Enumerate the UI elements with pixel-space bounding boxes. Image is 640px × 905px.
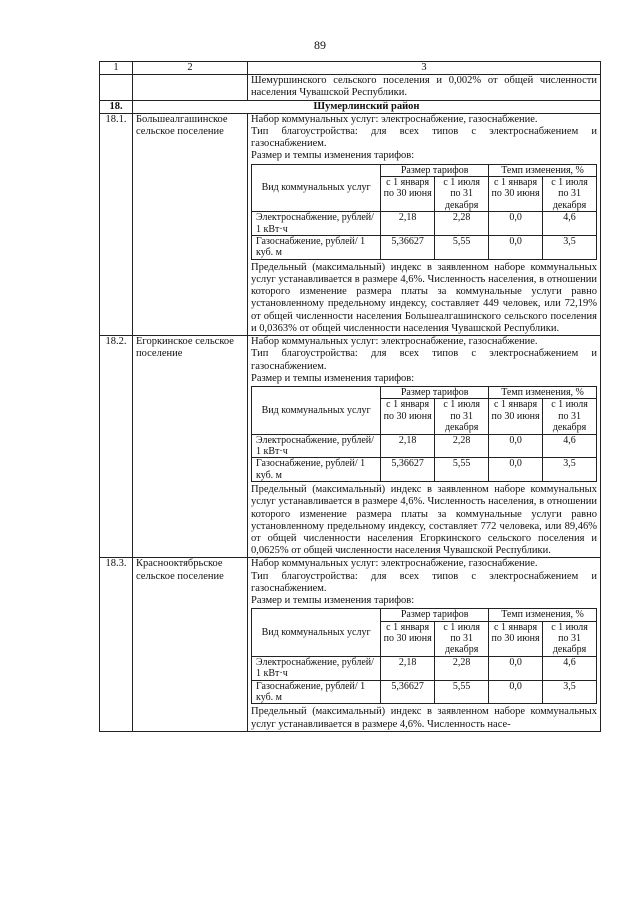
- value-cell: 2,28: [435, 212, 489, 236]
- gas-label: Газоснабжение, рублей/ 1 куб. м: [252, 458, 381, 482]
- size-header: Размер тарифов: [381, 164, 489, 176]
- period-1-header: с 1 января по 30 июня: [381, 621, 435, 656]
- value-cell: 0,0: [489, 236, 543, 260]
- column-2-header: 2: [133, 62, 248, 75]
- electricity-row: [252, 212, 597, 236]
- services-text: Набор коммунальных услуг: электроснабжение, газоснабжение.: [251, 113, 538, 125]
- value-cell: 0,0: [489, 680, 543, 704]
- tariff-subtable: [251, 386, 597, 482]
- period-1-header: с 1 января по 30 июня: [489, 177, 543, 212]
- region-number: 18.: [100, 100, 133, 113]
- entry-content: [248, 113, 601, 335]
- kind-header: Вид коммунальных услуг: [252, 609, 381, 657]
- column-1-header: 1: [100, 62, 133, 75]
- gas-label: Газоснабжение, рублей/ 1 куб. м: [252, 680, 381, 704]
- period-2-header: с 1 июля по 31 декабря: [543, 399, 597, 434]
- summary-text: Предельный (максимальный) индекс в заявленном наборе коммунальных услуг устанавливается в размере 4,6%. Численность населения, в отношении которого изменение размера платы за коммунальные услуги равно установленному предельному индексу, составляет 449 человек, или 72,19% от общей численности населения Большеалгашинского сельского поселения и 0,0363% от общей численности населения Чувашской Республики.: [251, 261, 597, 334]
- settlement-name: Егоркинское сельское поселение: [133, 336, 248, 558]
- value-cell: 3,5: [543, 458, 597, 482]
- value-cell: 3,5: [543, 236, 597, 260]
- summary-text: Предельный (максимальный) индекс в заявленном наборе коммунальных услуг устанавливается в размере 4,6%. Численность насе-: [251, 706, 597, 730]
- value-cell: 5,36627: [381, 458, 435, 482]
- entry-number: 18.1.: [100, 113, 133, 335]
- size-header: Размер тарифов: [381, 609, 489, 621]
- intro-text: Шемуршинского сельского поселения и 0,002% от общей численности населения Чувашской Республики.: [248, 75, 601, 100]
- value-cell: 4,6: [543, 434, 597, 458]
- settlement-name: Красноoктябрьское сельское поселение: [133, 558, 248, 731]
- entry-number: 18.3.: [100, 558, 133, 731]
- value-cell: 0,0: [489, 434, 543, 458]
- entry-row: [100, 336, 601, 558]
- value-cell: 0,0: [489, 458, 543, 482]
- value-cell: 5,55: [435, 236, 489, 260]
- tariffs-heading: Размер и темпы изменения тарифов:: [251, 150, 415, 162]
- intro-row: [100, 75, 601, 100]
- period-2-header: с 1 июля по 31 декабря: [435, 399, 489, 434]
- column-number-row: [100, 62, 601, 75]
- rate-header: Темп изменения, %: [489, 164, 597, 176]
- value-cell: 2,18: [381, 212, 435, 236]
- entry-row: [100, 113, 601, 335]
- settlement-name: Большеалгашинское сельское поселение: [133, 113, 248, 335]
- period-1-header: с 1 января по 30 июня: [489, 399, 543, 434]
- period-2-header: с 1 июля по 31 декабря: [435, 621, 489, 656]
- electricity-row: [252, 656, 597, 680]
- services-text: Набор коммунальных услуг: электроснабжение, газоснабжение.: [251, 558, 538, 570]
- electricity-label: Электроснабжение, рублей/ 1 кВт·ч: [252, 212, 381, 236]
- value-cell: 5,36627: [381, 680, 435, 704]
- entry-row: [100, 558, 601, 731]
- services-text: Набор коммунальных услуг: электроснабжение, газоснабжение.: [251, 336, 538, 348]
- electricity-label: Электроснабжение, рублей/ 1 кВт·ч: [252, 434, 381, 458]
- gas-row: [252, 236, 597, 260]
- amenity-text: Тип благоустройства: для всех типов с электроснабжением и газоснабжением.: [251, 348, 597, 372]
- entry-content: [248, 336, 601, 558]
- tariffs-heading: Размер и темпы изменения тарифов:: [251, 372, 415, 384]
- size-header: Размер тарифов: [381, 386, 489, 398]
- value-cell: 2,18: [381, 656, 435, 680]
- tariff-subtable: [251, 164, 597, 260]
- rate-header: Темп изменения, %: [489, 609, 597, 621]
- value-cell: 3,5: [543, 680, 597, 704]
- gas-row: [252, 680, 597, 704]
- region-row: [100, 100, 601, 113]
- kind-header: Вид коммунальных услуг: [252, 164, 381, 212]
- electricity-row: [252, 434, 597, 458]
- value-cell: 0,0: [489, 212, 543, 236]
- amenity-text: Тип благоустройства: для всех типов с электроснабжением и газоснабжением.: [251, 570, 597, 594]
- rate-header: Темп изменения, %: [489, 386, 597, 398]
- kind-header: Вид коммунальных услуг: [252, 386, 381, 434]
- tariff-subtable: [251, 608, 597, 704]
- page-number: 89: [314, 38, 326, 52]
- period-1-header: с 1 января по 30 июня: [381, 177, 435, 212]
- value-cell: 2,18: [381, 434, 435, 458]
- electricity-label: Электроснабжение, рублей/ 1 кВт·ч: [252, 656, 381, 680]
- value-cell: 2,28: [435, 656, 489, 680]
- value-cell: 2,28: [435, 434, 489, 458]
- amenity-text: Тип благоустройства: для всех типов с электроснабжением и газоснабжением.: [251, 126, 597, 150]
- period-2-header: с 1 июля по 31 декабря: [543, 177, 597, 212]
- gas-label: Газоснабжение, рублей/ 1 куб. м: [252, 236, 381, 260]
- region-title: Шумерлинский район: [133, 100, 601, 113]
- value-cell: 4,6: [543, 212, 597, 236]
- value-cell: 4,6: [543, 656, 597, 680]
- gas-row: [252, 458, 597, 482]
- summary-text: Предельный (максимальный) индекс в заявленном наборе коммунальных услуг устанавливается в размере 4,6%. Численность населения, в отношении которого изменение размера платы за коммунальные услуги равно установленному предельному индексу, составляет 772 человека, или 89,46% от общей численности населения Егоркинского сельского поселения и 0,0625% от общей численности населения Чувашской Республики.: [251, 484, 597, 557]
- period-1-header: с 1 января по 30 июня: [489, 621, 543, 656]
- period-2-header: с 1 июля по 31 декабря: [435, 177, 489, 212]
- value-cell: 5,55: [435, 458, 489, 482]
- period-1-header: с 1 января по 30 июня: [381, 399, 435, 434]
- value-cell: 0,0: [489, 656, 543, 680]
- column-3-header: 3: [248, 62, 601, 75]
- tariffs-heading: Размер и темпы изменения тарифов:: [251, 594, 415, 606]
- tariff-table: [99, 61, 601, 732]
- period-2-header: с 1 июля по 31 декабря: [543, 621, 597, 656]
- entry-content: [248, 558, 601, 731]
- entry-number: 18.2.: [100, 336, 133, 558]
- value-cell: 5,36627: [381, 236, 435, 260]
- value-cell: 5,55: [435, 680, 489, 704]
